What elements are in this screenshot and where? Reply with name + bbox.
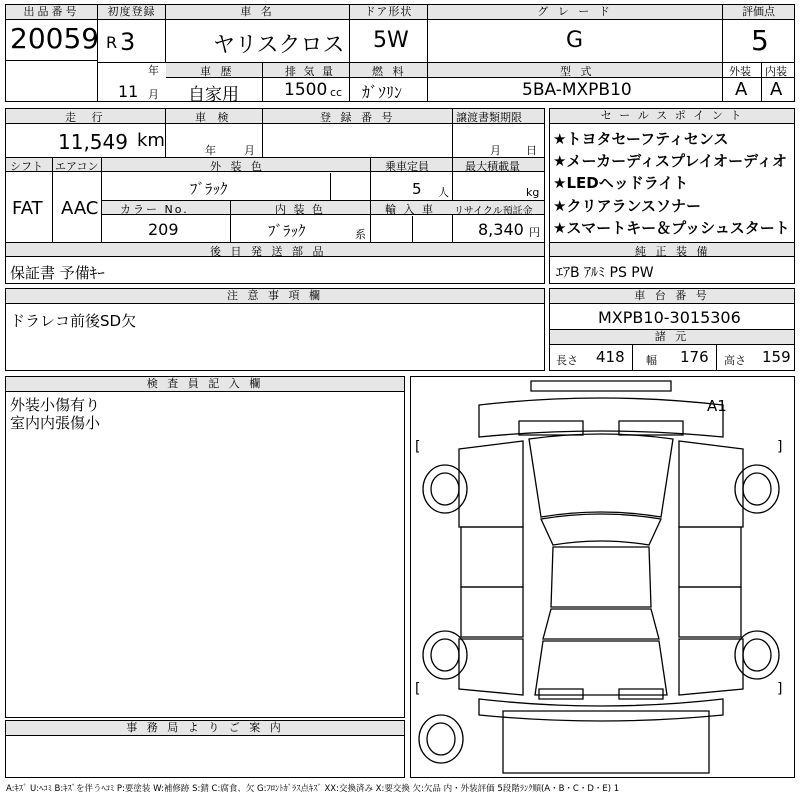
door-type: 5W bbox=[373, 28, 409, 53]
first-reg-year: 3 bbox=[120, 28, 136, 56]
damage-diagram bbox=[410, 376, 795, 778]
damage-mark-a1: A1 bbox=[707, 397, 727, 415]
recycle-unit: 円 bbox=[529, 226, 540, 239]
first-reg-era: R bbox=[106, 33, 118, 52]
inspection-year-unit: 年 bbox=[205, 144, 216, 157]
bracket-left-1: [ bbox=[415, 439, 421, 455]
bracket-left-2: [ bbox=[415, 681, 421, 697]
inspector-line-2: 室内内張傷小 bbox=[10, 414, 101, 432]
lot-label: 出品番号 bbox=[6, 5, 97, 20]
recycle-label: リサイクル預託金 bbox=[454, 206, 533, 217]
capacity-label: 乗車定員 bbox=[385, 160, 429, 173]
car-name-label: 車 名 bbox=[166, 5, 349, 20]
history-label: 車 歴 bbox=[200, 65, 235, 78]
office-label: 事 務 局 よ り ご 案 内 bbox=[6, 721, 404, 736]
ext-color-label: 外 装 色 bbox=[210, 160, 265, 173]
inspection-month-unit: 月 bbox=[244, 144, 255, 157]
door-label: ドア形状 bbox=[350, 5, 427, 20]
shift-label: シフト bbox=[10, 160, 43, 173]
first-reg-month-unit: 月 bbox=[148, 88, 159, 101]
mileage-value: 11,549 bbox=[58, 130, 128, 154]
inspector-line-1: 外装小傷有り bbox=[10, 396, 101, 414]
int-color-value: ﾌﾞﾗｯｸ bbox=[268, 222, 306, 240]
transfer-month-unit: 月 bbox=[490, 144, 501, 157]
ext-score: A bbox=[735, 79, 748, 100]
capacity-unit: 人 bbox=[438, 186, 449, 199]
width-label: 幅 bbox=[646, 354, 657, 367]
load-label: 最大積載量 bbox=[465, 160, 520, 173]
chassis-number: MXPB10-3015306 bbox=[598, 308, 741, 327]
int-color-label: 内 装 色 bbox=[275, 203, 325, 216]
bracket-right-1: ] bbox=[777, 439, 783, 455]
legend-text: A:ｷｽﾞ U:ﾍｺﾐ B:ｷｽﾞを伴うﾍｺﾐ P:要塗装 W:補修跡 S:錆 C:腐食、欠 G:ﾌﾛﾝﾄｶﾞﾗｽ点ｷｽﾞ XX:交換済み X:要交換 欠:欠品 内・外装評価 5段階ﾗﾝｸ順(A・B・C・D・E) 1 bbox=[6, 784, 620, 794]
length-label: 長さ bbox=[556, 354, 578, 367]
import-label: 輸 入 車 bbox=[385, 203, 435, 216]
selling-point-5: ★スマートキー＆プッシュスタート bbox=[553, 219, 790, 237]
model-label: 型 式 bbox=[560, 65, 595, 78]
car-name: ヤリスクロス bbox=[213, 33, 345, 58]
shift-value: FAT bbox=[12, 198, 43, 219]
history-value: 自家用 bbox=[188, 85, 239, 105]
selling-point-4: ★クリアランスソナー bbox=[553, 197, 701, 215]
inspection-label: 車 検 bbox=[195, 111, 233, 124]
load-unit: kg bbox=[526, 186, 540, 199]
displacement-unit: cc bbox=[330, 86, 343, 99]
notes-value: ドラレコ前後SD欠 bbox=[10, 312, 137, 330]
inspector-label: 検 査 員 記 入 欄 bbox=[6, 377, 404, 392]
fuel-label: 燃 料 bbox=[372, 65, 407, 78]
ext-score-label: 外装 bbox=[729, 65, 751, 78]
car-diagram-svg bbox=[411, 377, 794, 777]
model-value: 5BA-MXPB10 bbox=[522, 80, 632, 100]
aircon-value: AAC bbox=[61, 198, 99, 219]
first-reg-month: 11 bbox=[118, 82, 139, 101]
dims-label: 諸 元 bbox=[550, 330, 794, 345]
reg-number-label: 登 録 番 号 bbox=[320, 111, 396, 124]
mileage-unit: km bbox=[137, 130, 165, 151]
length-value: 418 bbox=[596, 348, 625, 366]
selling-point-1: ★トヨタセーフティセンス bbox=[553, 130, 729, 148]
score-value: 5 bbox=[751, 24, 769, 57]
fuel-value: ｶﾞｿﾘﾝ bbox=[362, 83, 403, 102]
chassis-label: 車 台 番 号 bbox=[550, 289, 794, 304]
selling-point-3: ★LEDヘッドライト bbox=[553, 174, 689, 192]
selling-points-label: セ ー ル ス ポ イ ン ト bbox=[550, 109, 794, 124]
first-reg-label: 初度登録 bbox=[98, 5, 165, 20]
height-label: 高さ bbox=[724, 354, 746, 367]
mileage-label: 走 行 bbox=[65, 111, 109, 124]
color-no-value: 209 bbox=[148, 220, 179, 239]
ext-color-value: ﾌﾞﾗｯｸ bbox=[190, 180, 228, 198]
later-parts-label: 後 日 発 送 部 品 bbox=[210, 245, 327, 258]
capacity-value: 5 bbox=[412, 180, 422, 198]
grade-value: G bbox=[566, 28, 584, 53]
genuine-value: ｴｱB ｱﾙﾐ PS PW bbox=[556, 265, 654, 281]
height-value: 159 bbox=[762, 348, 791, 366]
score-label: 評価点 bbox=[723, 5, 794, 20]
displacement-label: 排 気 量 bbox=[285, 65, 335, 78]
color-no-label: カラー No. bbox=[120, 203, 189, 216]
aircon-label: エアコン bbox=[55, 160, 99, 173]
selling-point-2: ★メーカーディスプレイオーディオ bbox=[553, 152, 787, 170]
recycle-value: 8,340 bbox=[478, 220, 524, 239]
notes-label: 注 意 事 項 欄 bbox=[6, 289, 544, 304]
later-parts-value: 保証書 予備ｷｰ bbox=[10, 264, 105, 282]
lot-number: 20059 bbox=[10, 22, 100, 55]
bracket-right-2: ] bbox=[777, 681, 783, 697]
genuine-label: 純 正 装 備 bbox=[635, 245, 711, 258]
transfer-day-unit: 日 bbox=[526, 144, 537, 157]
transfer-label: 譲渡書類期限 bbox=[456, 111, 522, 124]
width-value: 176 bbox=[680, 348, 709, 366]
int-score-label: 内装 bbox=[765, 65, 787, 78]
int-color-unit: 系 bbox=[355, 228, 366, 241]
first-reg-year-unit: 年 bbox=[148, 64, 159, 77]
int-score: A bbox=[770, 79, 783, 100]
displacement-value: 1500 bbox=[284, 80, 328, 100]
grade-label: グ レ ー ド bbox=[428, 5, 722, 20]
